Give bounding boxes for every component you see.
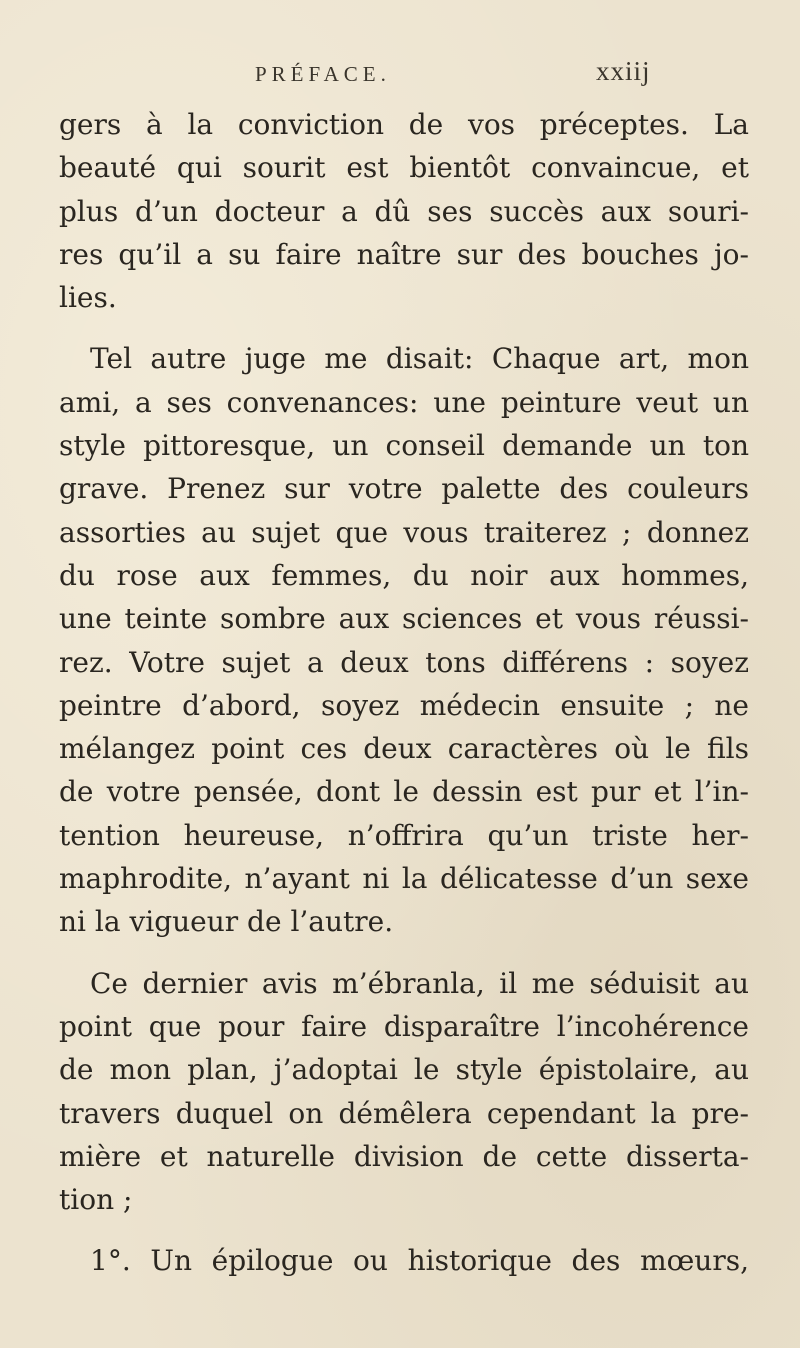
paragraph <box>59 1239 749 1282</box>
paragraph <box>59 962 749 1222</box>
text-line: Tel autre juge me disait: Chaque art, mon <box>90 342 749 376</box>
text-line: ami, a ses convenances: une peinture veut un <box>59 385 749 419</box>
text-line: beauté qui sourit est bientôt convaincue, et <box>59 151 749 185</box>
text-line: assorties au sujet que vous traiterez ; donnez <box>59 515 749 549</box>
text-line: tion ; <box>59 1183 133 1217</box>
text-line: point que pour faire disparaître l’incohérence <box>59 1009 749 1043</box>
text-line: gers à la conviction de vos préceptes. La <box>59 108 749 141</box>
text-line: du rose aux femmes, du noir aux hommes, <box>59 558 749 592</box>
paragraph <box>59 103 749 319</box>
text-line: res qu’il a su faire naître sur des bouches jo- <box>59 237 749 271</box>
paragraph-gap <box>59 944 749 962</box>
text-line: travers duquel on démêlera cependant la pre- <box>59 1096 749 1130</box>
text-line: rez. Votre sujet a deux tons différens : soyez <box>59 645 749 679</box>
running-head <box>0 56 800 92</box>
text-line: ni la vigueur de l’autre. <box>59 905 394 939</box>
text-line: tention heureuse, n’offrira qu’un triste her- <box>59 818 749 852</box>
page-number: xxiij <box>596 56 651 86</box>
text-line: plus d’un docteur a dû ses succès aux souri- <box>59 194 749 228</box>
text-line: mélangez point ces deux caractères où le fils <box>59 732 749 766</box>
running-head-title: PRÉFACE. <box>255 62 391 86</box>
text-line: style pittoresque, un conseil demande un ton <box>59 429 749 463</box>
text-line: 1°. Un épilogue ou historique des mœurs, <box>90 1244 749 1278</box>
text-line: lies. <box>59 281 117 315</box>
text-line: grave. Prenez sur votre palette des couleurs <box>59 472 749 506</box>
body-text <box>59 103 749 1283</box>
text-line: maphrodite, n’ayant ni la délicatesse d’un sexe <box>59 862 749 896</box>
paragraph <box>59 337 749 943</box>
text-line: peintre d’abord, soyez médecin ensuite ; ne <box>59 688 749 722</box>
text-line: de votre pensée, dont le dessin est pur et l’in- <box>59 775 749 809</box>
text-line: de mon plan, j’adoptai le style épistolaire, au <box>59 1053 749 1087</box>
paragraph-gap <box>59 319 749 337</box>
text-line: mière et naturelle division de cette disserta- <box>59 1139 749 1173</box>
paragraph-gap <box>59 1221 749 1239</box>
text-line: Ce dernier avis m’ébranla, il me séduisit au <box>90 966 749 1000</box>
text-line: une teinte sombre aux sciences et vous réussi- <box>59 602 749 636</box>
